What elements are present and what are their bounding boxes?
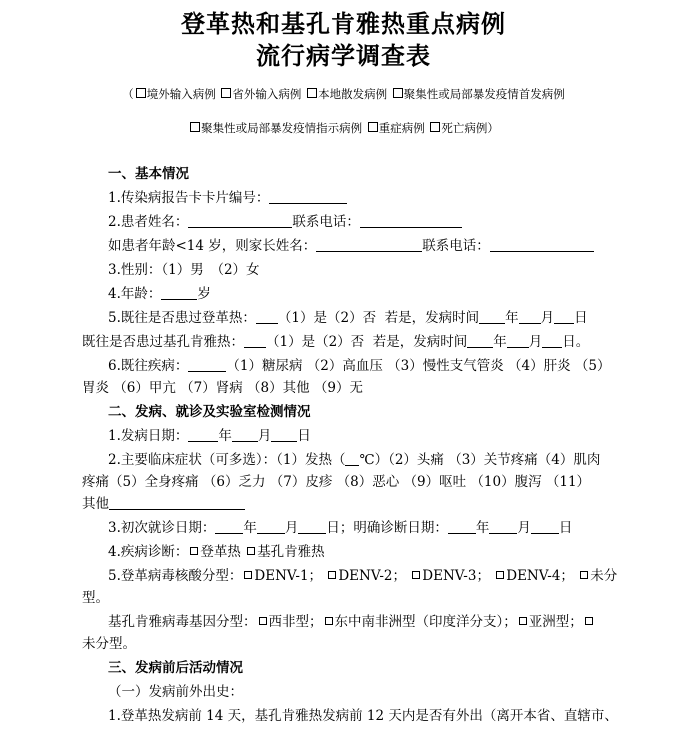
section-1-heading: 一、基本情况	[108, 166, 189, 182]
checkbox[interactable]	[221, 88, 231, 98]
checkbox[interactable]	[247, 547, 255, 555]
year-field[interactable]	[467, 335, 493, 348]
page-title: 登革热和基孔肯雅热重点病例	[181, 10, 506, 38]
month-field[interactable]	[489, 521, 517, 534]
checkbox[interactable]	[519, 617, 527, 625]
checkbox[interactable]	[325, 617, 333, 625]
symptoms-row-2: 疼痛（5）全身疼痛 （6）乏力 （7）皮疹 （8）恶心 （9）呕吐 （10）腹泻 （11）	[82, 474, 591, 490]
year-field[interactable]	[479, 311, 505, 324]
diagnosis-row: 4.疾病诊断： 登革热 基孔肯雅热	[108, 544, 325, 560]
diseases-field[interactable]	[188, 359, 226, 372]
year-field[interactable]	[188, 429, 218, 442]
checkbox[interactable]	[307, 88, 317, 98]
checkbox[interactable]	[190, 122, 200, 132]
checkbox[interactable]	[393, 88, 403, 98]
section-3-heading: 三、发病前后活动情况	[108, 660, 243, 676]
dengue-history-row: 5.既往是否患过登革热： （1）是（2）否 若是，发病时间 年 月 日	[108, 310, 588, 326]
card-number-row: 1.传染病报告卡卡片编号：	[108, 186, 347, 206]
day-field[interactable]	[554, 311, 574, 324]
page-subtitle: 流行病学调查表	[256, 42, 431, 70]
day-field[interactable]	[542, 335, 562, 348]
card-number-field[interactable]	[269, 191, 347, 204]
patient-name-field[interactable]	[188, 215, 292, 228]
patient-phone-field[interactable]	[360, 215, 462, 228]
symptoms-row-3: 其他	[82, 492, 245, 512]
age-row: 4.年龄： 岁	[108, 286, 211, 302]
checkbox[interactable]	[585, 617, 593, 625]
symptoms-other-field[interactable]	[109, 497, 245, 510]
guardian-row: 如患者年龄<14 岁，则家长姓名： 联系电话：	[108, 234, 594, 254]
sex-row: 3.性别：（1）男 （2）女	[108, 262, 260, 278]
month-field[interactable]	[232, 429, 258, 442]
checkbox[interactable]	[430, 122, 440, 132]
checkbox[interactable]	[368, 122, 378, 132]
month-field[interactable]	[519, 311, 541, 324]
diseases-row-2: 胃炎 （6）甲亢 （7）肾病 （8）其他 （9）无	[82, 380, 364, 396]
day-field[interactable]	[298, 521, 326, 534]
checkbox[interactable]	[259, 617, 267, 625]
chik-type-row: 基孔肯雅病毒基因分型： 西非型； 东中南非洲型（印度洋分支）； 亚洲型；	[108, 610, 595, 630]
checkbox[interactable]	[580, 571, 588, 579]
subsection-travel: （一）发病前外出史：	[108, 684, 243, 700]
travel-question: 1.登革热发病前 14 天，基孔肯雅热发病前 12 天内是否有外出（离开本省、直辖市、	[108, 708, 618, 724]
patient-name-row: 2.患者姓名： 联系电话：	[108, 210, 462, 230]
chik-history-field[interactable]	[244, 335, 266, 348]
diseases-row-1: 6.既往疾病： （1）糖尿病 （2）高血压 （3）慢性支气管炎 （4）肝炎 （5）	[108, 358, 611, 374]
checkbox[interactable]	[244, 571, 252, 579]
guardian-phone-field[interactable]	[490, 239, 594, 252]
section-2-heading: 二、发病、就诊及实验室检测情况	[108, 404, 311, 420]
checkbox[interactable]	[190, 547, 198, 555]
chik-type-row-2: 未分型。	[82, 636, 136, 652]
visit-date-row: 3.初次就诊日期： 年 月 日；明确诊断日期： 年 月 日	[108, 520, 573, 536]
checkbox[interactable]	[136, 88, 146, 98]
day-field[interactable]	[271, 429, 297, 442]
symptoms-row-1: 2.主要临床症状（可多选）：（1）发热（ ℃）（2）头痛 （3）关节疼痛（4）肌肉	[108, 452, 601, 468]
checkbox[interactable]	[496, 571, 504, 579]
month-field[interactable]	[507, 335, 529, 348]
temperature-field[interactable]	[345, 453, 359, 466]
guardian-name-field[interactable]	[316, 239, 422, 252]
checkbox[interactable]	[328, 571, 336, 579]
dengue-type-row-2: 型。	[82, 590, 109, 606]
month-field[interactable]	[257, 521, 285, 534]
onset-date-row: 1.发病日期： 年 月 日	[108, 428, 311, 444]
case-type-row-2: 聚集性或局部暴发疫情指示病例 重症病例 死亡病例）	[0, 120, 687, 136]
dengue-history-field[interactable]	[256, 311, 278, 324]
day-field[interactable]	[531, 521, 559, 534]
checkbox[interactable]	[412, 571, 420, 579]
dengue-type-row: 5.登革病毒核酸分型： DENV-1； DENV-2； DENV-3； DENV-4； 未分	[108, 568, 618, 584]
year-field[interactable]	[448, 521, 476, 534]
case-type-row-1: （ 境外输入病例 省外输入病例 本地散发病例 聚集性或局部暴发疫情首发病例	[122, 87, 565, 101]
age-field[interactable]	[161, 287, 197, 300]
chik-history-row: 既往是否患过基孔肯雅热： （1）是（2）否 若是，发病时间 年 月 日。	[82, 334, 590, 350]
year-field[interactable]	[215, 521, 243, 534]
